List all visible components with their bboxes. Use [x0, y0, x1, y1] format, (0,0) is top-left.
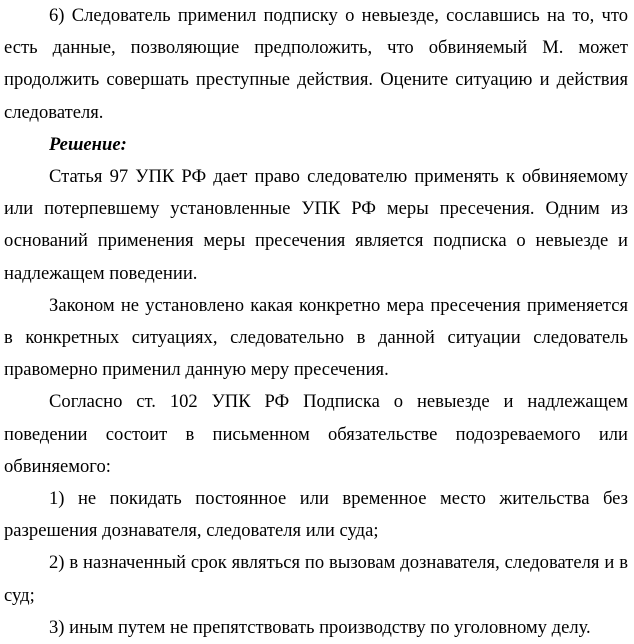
- list-item-3: 3) иным путем не препятствовать производству по уголовному делу.: [49, 616, 591, 638]
- paragraph-article-102: Согласно ст. 102 УПК РФ Подписка о невыезде и надлежащем поведении состоит в письменном обязательстве подозреваемого или обвиняемого:: [4, 391, 628, 477]
- paragraph-law-not-established: Законом не установлено какая конкретно мера пресечения применяется в конкретных ситуациях, следовательно в данной ситуации следователь правомерно применил данную меру пресечения.: [4, 294, 628, 381]
- list-item-2: 2) в назначенный срок являться по вызовам дознавателя, следователя и в суд;: [4, 552, 628, 606]
- task-paragraph: 6) Следователь применил подписку о невыезде, сославшись на то, что есть данные, позволяющие предположить, что обвиняемый М. может продолжить совершать преступные действия. Оцените ситуацию и действия следователя.: [4, 5, 628, 123]
- list-item-1: 1) не покидать постоянное или временное место жительства без разрешения дознавателя, следователя или суда;: [4, 488, 628, 542]
- solution-heading: Решение:: [49, 133, 127, 155]
- paragraph-article-97: Статья 97 УПК РФ дает право следователю применять к обвиняемому или потерпевшему установленные УПК РФ меры пресечения. Одним из оснований применения меры пресечения является подписка о невыезде и надлежащем поведении.: [4, 166, 628, 284]
- document-page: [4, 0, 628, 644]
